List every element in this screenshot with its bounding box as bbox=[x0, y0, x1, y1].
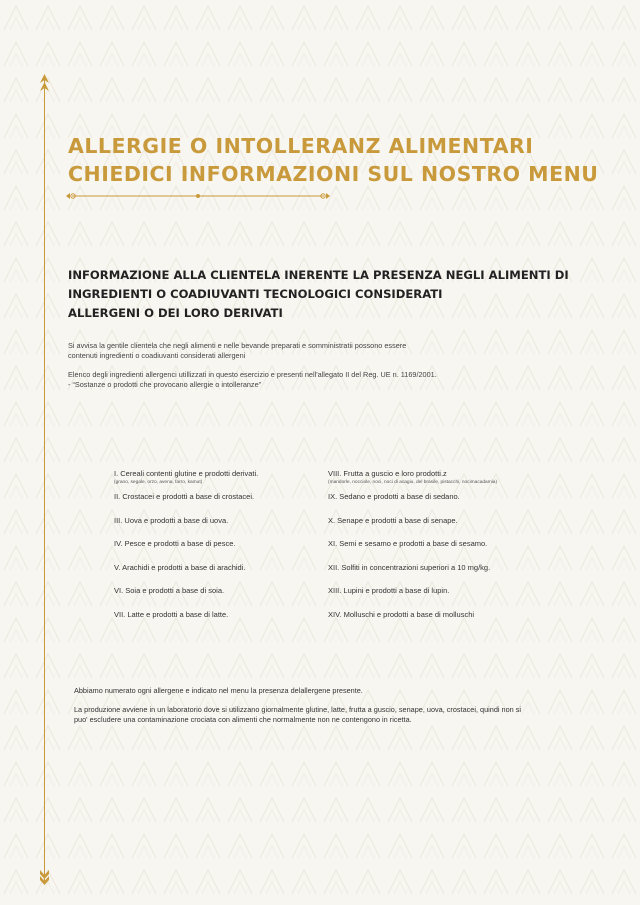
allergen-item: X. Senape e prodotti a base di senape. bbox=[328, 515, 458, 525]
ornamental-divider bbox=[66, 191, 330, 201]
allergen-note: (grano, segale, orzo, avena, farro, kamut) bbox=[114, 480, 203, 485]
allergen-item: XII. Solfiti in concentrazioni superiori a 10 mg/kg. bbox=[328, 562, 491, 572]
heading-line-3: ALLERGENI O DEI LORO DERIVATI bbox=[68, 306, 283, 320]
footer-paragraph-2: La produzione avviene in un laboratorio dove si utilizzano giornalmente glutine, latte, frutta a guscio, senape, uova, crostacei, quindi non si puo' escludere una contaminazione crociata con alimenti che normalmente non ne contengono in ricetta. bbox=[74, 705, 522, 724]
allergen-item: VIII. Frutta a guscio e loro prodotti.z bbox=[328, 469, 447, 478]
intro-paragraph-1: Si avvisa la gentile clientela che negli alimenti e nelle bevande preparati e somministratii possono essere contenuti ingredienti o coadiuvanti considerati allergeni bbox=[68, 341, 407, 360]
intro-paragraph-2: Elenco degli ingredienti allergenci utillizzati in questo esercizio e presenti nell'allegato II del Reg. UE n. 1169/2001. - “Sostanze o prodotti che provocano allergie o intolleranze” bbox=[68, 370, 437, 389]
allergen-item: II. Crostacei e prodotti a base di crostacei. bbox=[114, 492, 255, 501]
allergen-list-left bbox=[114, 469, 324, 633]
decorative-arrow-line bbox=[44, 78, 45, 884]
section-heading bbox=[68, 266, 588, 323]
allergen-list-right bbox=[328, 469, 568, 633]
title-line-1: ALLERGIE O INTOLLERANZ ALIMENTARI bbox=[68, 134, 534, 158]
intro-text bbox=[68, 341, 528, 399]
heading-line-1: INFORMAZIONE ALLA CLIENTELA INERENTE LA PRESENZA NEGLI ALIMENTI DI bbox=[68, 268, 569, 282]
allergen-item: VII. Latte e prodotti a base di latte. bbox=[114, 609, 229, 619]
allergen-item: XI. Semi e sesamo e prodotti a base di sesamo. bbox=[328, 539, 488, 548]
page-title bbox=[68, 132, 628, 188]
allergen-note: (mandorle, nocciole, noci, noci di acagiu, del brasile, pistacchi, nocimacadamia) bbox=[328, 480, 498, 485]
arrow-fletching-icon bbox=[39, 870, 50, 886]
footer-text bbox=[74, 686, 614, 734]
title-line-2: CHIEDICI INFORMAZIONI SUL NOSTRO MENU bbox=[68, 162, 599, 186]
allergen-item: XIII. Lupini e prodotti a base di lupin. bbox=[328, 586, 450, 595]
allergen-item: IX. Sedano e prodotti a base di sedano. bbox=[328, 492, 460, 501]
allergen-item: I. Cereali contenti glutine e prodotti derivati. bbox=[114, 469, 259, 478]
allergen-item: XIV. Molluschi e prodotti a base di molluschi bbox=[328, 609, 475, 619]
heading-line-2: INGREDIENTI O COADIUVANTI TECNOLOGICI CONSIDERATI bbox=[68, 287, 443, 301]
allergen-item: VI. Soia e prodotti a base di soia. bbox=[114, 586, 225, 595]
allergen-item: III. Uova e prodotti a base di uova. bbox=[114, 515, 229, 525]
allergen-item: V. Arachidi e prodotti a base di arachidi. bbox=[114, 562, 246, 572]
footer-paragraph-1: Abbiamo numerato ogni allergene e indicato nel menu la presenza delallergene presente. bbox=[74, 686, 363, 695]
allergen-item: IV. Pesce e prodotti a base di pesce. bbox=[114, 539, 236, 548]
arrow-head-icon bbox=[39, 74, 50, 98]
